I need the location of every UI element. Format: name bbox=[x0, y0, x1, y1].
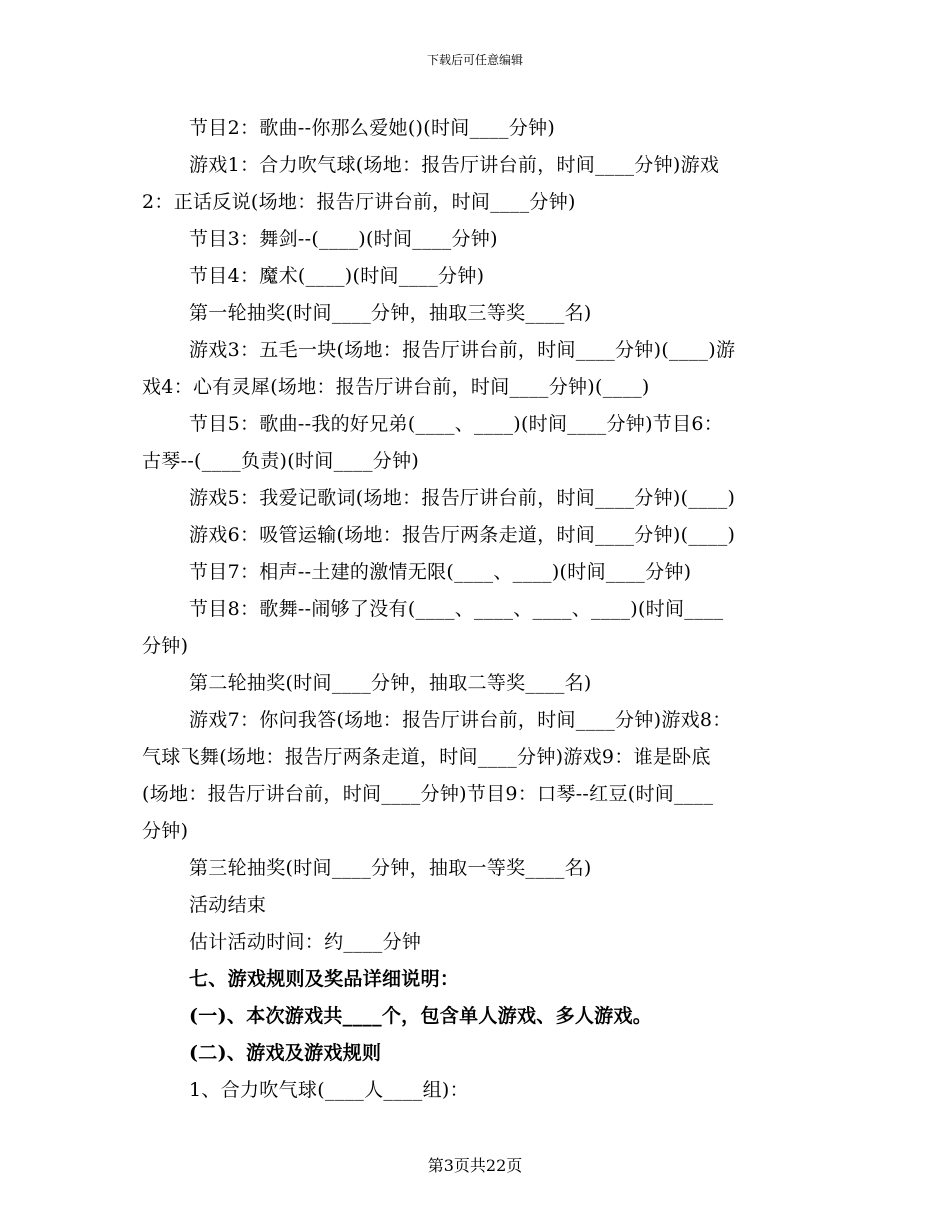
game-1-line: 游戏1：合力吹气球(场地：报告厅讲台前，时间____分钟)游戏 bbox=[189, 154, 720, 176]
game-7-line: 游戏7：你问我答(场地：报告厅讲台前，时间____分钟)游戏8： bbox=[189, 709, 732, 731]
third-lottery-line: 第三轮抽奖(时间____分钟，抽取一等奖____名) bbox=[189, 857, 592, 879]
game-3-line: 游戏3：五毛一块(场地：报告厅讲台前，时间____分钟)(____)游 bbox=[189, 339, 736, 361]
subsection-2-heading: (二)、游戏及游戏规则 bbox=[189, 1042, 382, 1064]
program-7-line: 节目7：相声--土建的激情无限(____、____)(时间____分钟) bbox=[189, 561, 692, 583]
estimated-time-line: 估计活动时间：约____分钟 bbox=[189, 931, 422, 953]
first-lottery-line: 第一轮抽奖(时间____分钟，抽取三等奖____名) bbox=[189, 302, 592, 324]
game-6-line: 游戏6：吸管运输(场地：报告厅两条走道，时间____分钟)(____) bbox=[189, 524, 736, 546]
section-7-heading: 七、游戏规则及奖品详细说明： bbox=[189, 968, 460, 990]
document-body bbox=[142, 110, 822, 1109]
page-footer: 第3页共22页 bbox=[427, 1156, 523, 1175]
program-9-line: (场地：报告厅讲台前，时间____分钟)节目9：口琴--红豆(时间____ bbox=[142, 783, 714, 805]
program-4-line: 节目4：魔术(____)(时间____分钟) bbox=[189, 265, 485, 287]
program-5-line: 节目5：歌曲--我的好兄弟(____、____)(时间____分钟)节目6： bbox=[189, 413, 724, 435]
game-5-line: 游戏5：我爱记歌词(场地：报告厅讲台前，时间____分钟)(____) bbox=[189, 487, 736, 509]
program-2-line: 节目2：歌曲--你那么爱她()(时间____分钟) bbox=[189, 117, 556, 139]
activity-end-line: 活动结束 bbox=[189, 894, 267, 916]
game-4-line: 戏4：心有灵犀(场地：报告厅讲台前，时间____分钟)(____) bbox=[142, 376, 650, 398]
second-lottery-line: 第二轮抽奖(时间____分钟，抽取二等奖____名) bbox=[189, 672, 592, 694]
page-header: 下载后可任意编辑 bbox=[426, 53, 523, 67]
program-9-line-cont: 分钟) bbox=[142, 820, 189, 842]
subsection-1-heading: (一)、本次游戏共____个，包含单人游戏、多人游戏。 bbox=[189, 1005, 653, 1027]
program-6-line: 古琴--(____负责)(时间____分钟) bbox=[142, 450, 420, 472]
game-2-line: 2：正话反说(场地：报告厅讲台前，时间____分钟) bbox=[142, 191, 576, 213]
game-8-line: 气球飞舞(场地：报告厅两条走道，时间____分钟)游戏9：谁是卧底 bbox=[142, 746, 711, 768]
program-8-line-cont: 分钟) bbox=[142, 635, 189, 657]
program-3-line: 节目3：舞剑--(____)(时间____分钟) bbox=[189, 228, 498, 250]
rule-1-line: 1、合力吹气球(____人____组)： bbox=[189, 1079, 469, 1101]
program-8-line: 节目8：歌舞--闹够了没有(____、____、____、____)(时间____ bbox=[189, 598, 724, 620]
